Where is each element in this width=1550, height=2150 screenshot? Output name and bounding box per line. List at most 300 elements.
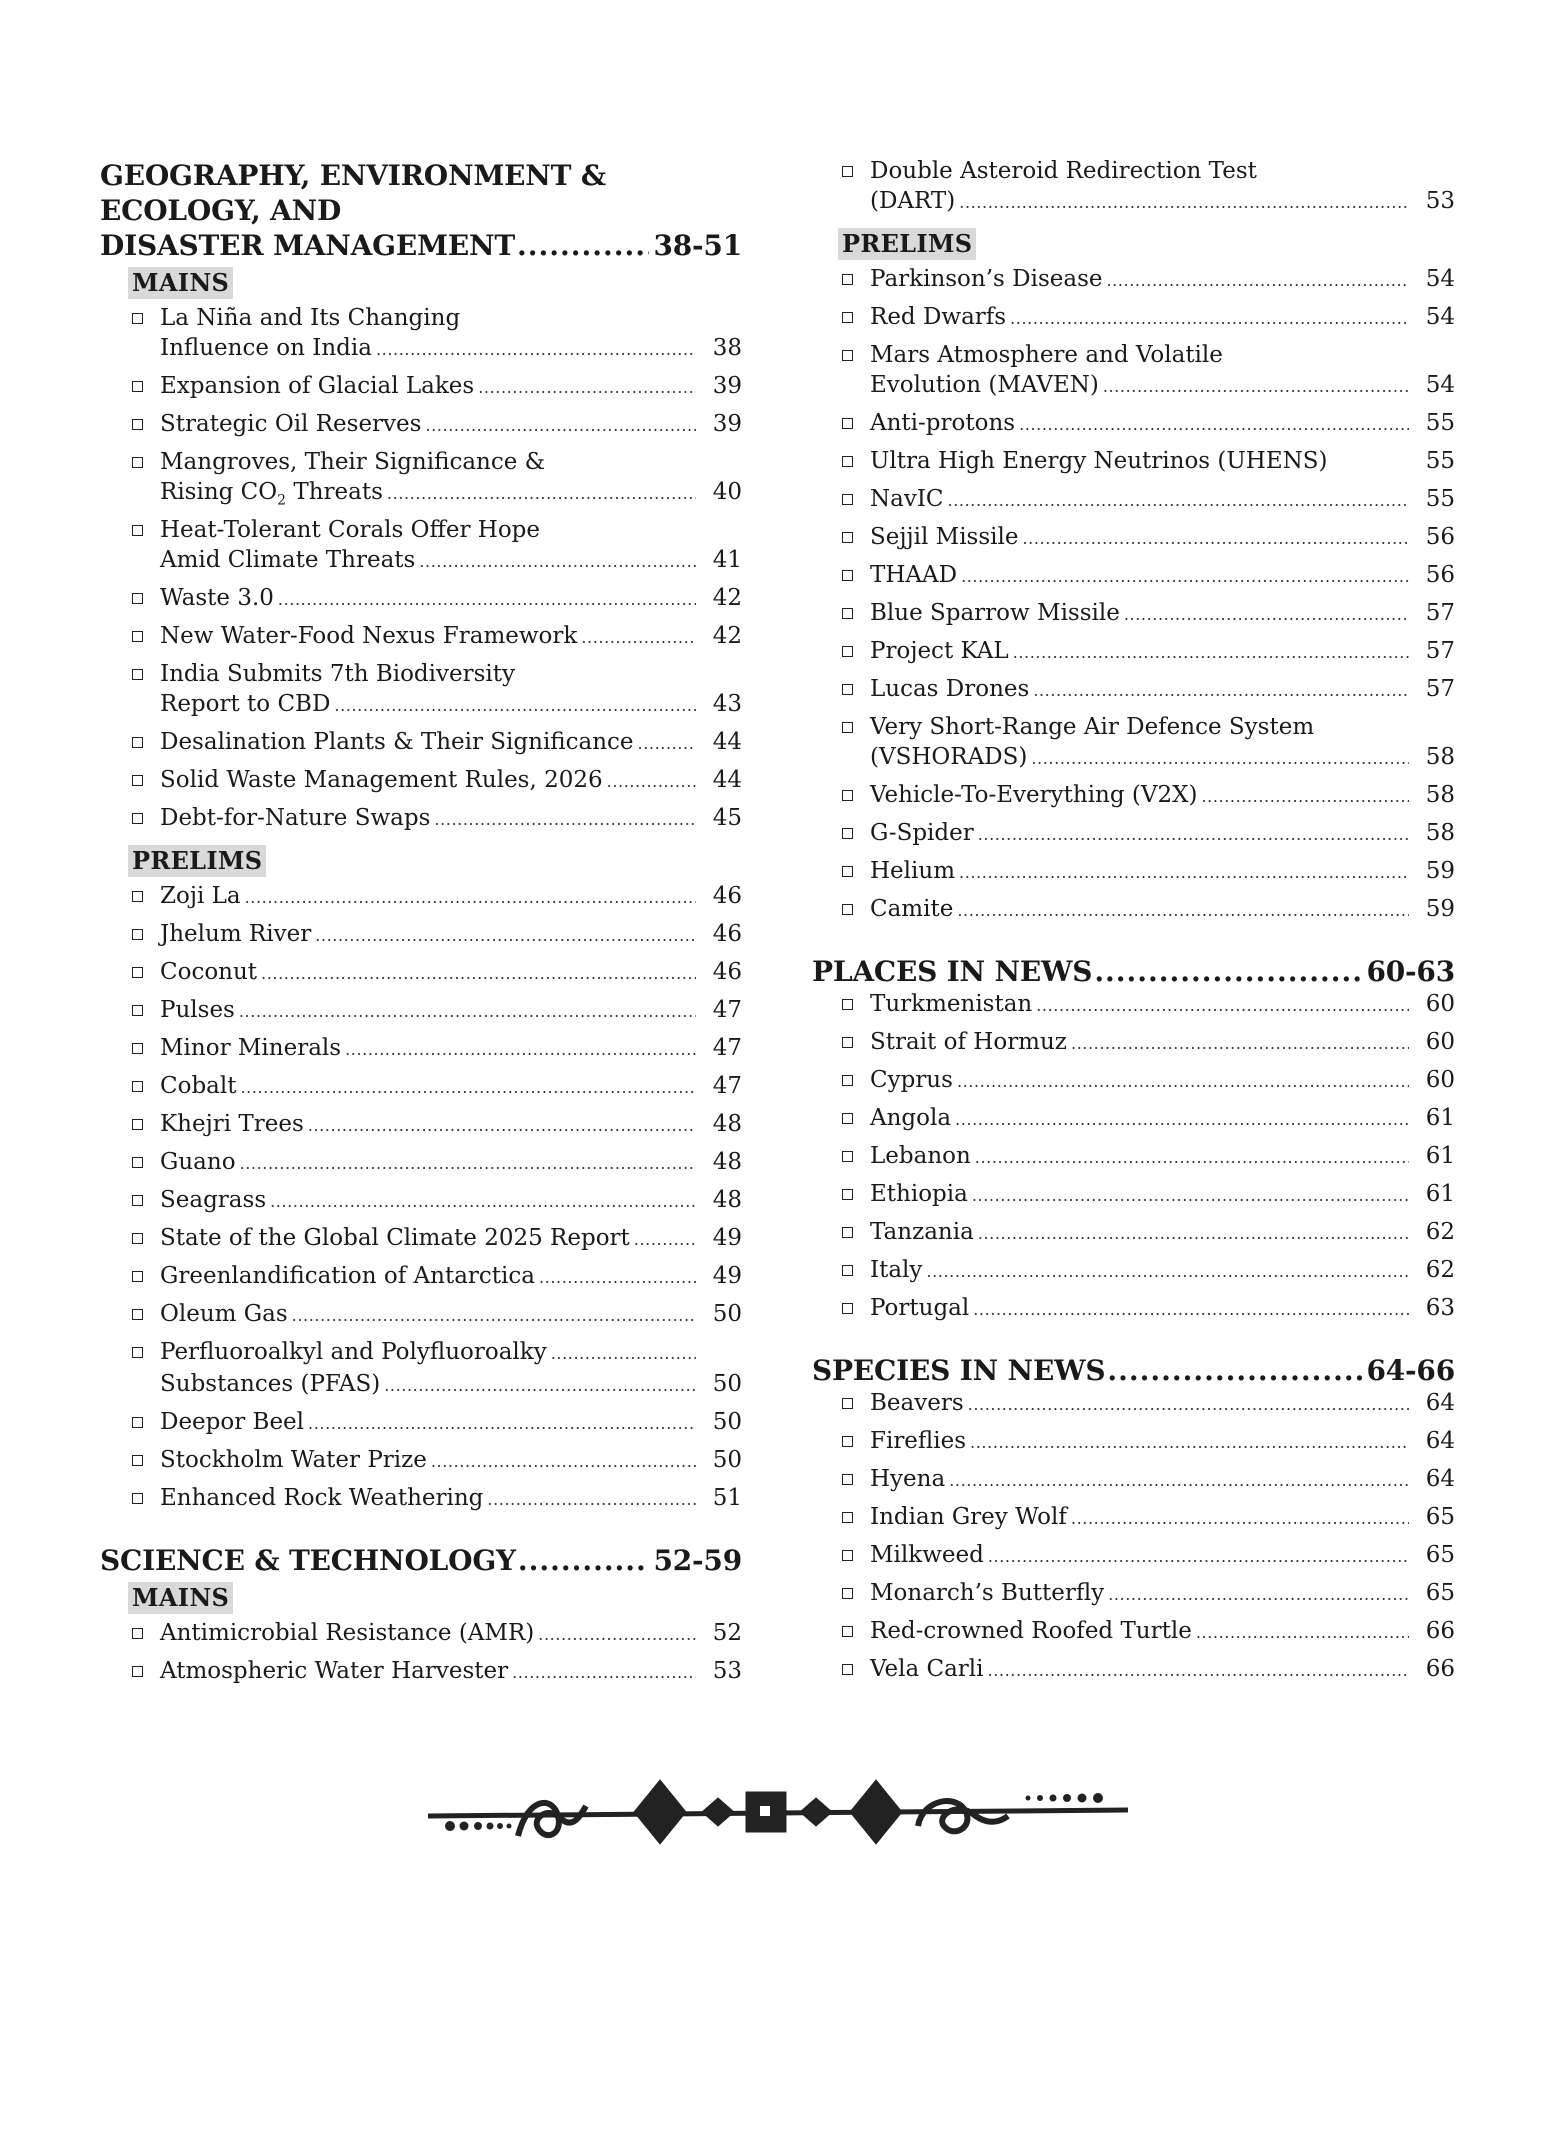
toc-entry[interactable] xyxy=(812,1103,1455,1135)
checkbox-outline-icon xyxy=(132,381,143,392)
checkbox-outline-icon xyxy=(842,1037,853,1048)
checkbox-outline-icon xyxy=(132,1043,143,1054)
toc-entry[interactable] xyxy=(100,803,742,835)
checkbox-outline-icon xyxy=(132,929,143,940)
section-page-range: 64-66 xyxy=(1366,1354,1455,1387)
toc-entry-text: Vehicle-To-Everything (V2X) xyxy=(870,782,1198,808)
dot-leader xyxy=(1106,266,1409,296)
page-number: 61 xyxy=(1425,1181,1455,1207)
toc-entry[interactable] xyxy=(100,515,742,577)
toc-entry[interactable] xyxy=(812,1464,1455,1496)
page-number: 55 xyxy=(1425,486,1455,512)
dot-leader xyxy=(239,997,696,1027)
toc-entry[interactable] xyxy=(100,957,742,989)
page-number: 54 xyxy=(1425,372,1455,398)
page-number: 47 xyxy=(712,1073,742,1099)
toc-entry[interactable] xyxy=(100,583,742,615)
dot-leader xyxy=(1013,638,1409,668)
dot-leader xyxy=(1010,304,1409,334)
dot-leader xyxy=(975,1143,1409,1173)
page-number: 52 xyxy=(712,1620,742,1646)
toc-entry[interactable] xyxy=(812,894,1455,926)
checkbox-outline-icon xyxy=(842,1265,853,1276)
checkbox-outline-icon xyxy=(132,1417,143,1428)
checkbox-outline-icon xyxy=(132,891,143,902)
checkbox-outline-icon xyxy=(842,274,853,285)
section-title xyxy=(100,158,742,263)
dot-leader xyxy=(478,373,696,403)
page-number: 50 xyxy=(712,1301,742,1327)
checkbox-outline-icon xyxy=(842,350,853,361)
toc-entry[interactable] xyxy=(812,1616,1455,1648)
page-number: 50 xyxy=(712,1409,742,1435)
toc-entry[interactable] xyxy=(100,727,742,759)
toc-entry[interactable] xyxy=(100,1618,742,1650)
dot-leader xyxy=(972,1181,1409,1211)
page-number: 46 xyxy=(712,959,742,985)
toc-entry[interactable] xyxy=(100,409,742,441)
toc-entry[interactable] xyxy=(812,1502,1455,1534)
dot-leader xyxy=(518,1543,650,1578)
dot-leader xyxy=(240,1149,696,1179)
checkbox-outline-icon xyxy=(132,1271,143,1282)
checkbox-outline-icon xyxy=(132,631,143,642)
toc-entry-text: Strait of Hormuz xyxy=(870,1029,1067,1055)
dot-leader xyxy=(1108,1580,1409,1610)
toc-entry[interactable] xyxy=(100,621,742,653)
dot-leader xyxy=(581,623,696,653)
page-number: 48 xyxy=(712,1187,742,1213)
page-number: 64 xyxy=(1425,1428,1455,1454)
dot-leader xyxy=(959,188,1409,218)
subsection-label: MAINS xyxy=(128,1582,233,1614)
toc-entry-text: Blue Sparrow Missile xyxy=(870,600,1120,626)
toc-entry-text: Oleum Gas xyxy=(160,1301,288,1327)
checkbox-outline-icon xyxy=(132,1493,143,1504)
dot-leader xyxy=(1031,744,1409,774)
checkbox-outline-icon xyxy=(842,494,853,505)
dot-leader xyxy=(419,547,696,577)
toc-entry[interactable] xyxy=(100,447,742,509)
page-number: 45 xyxy=(712,805,742,831)
toc-entry-text: Turkmenistan xyxy=(870,991,1033,1017)
toc-entry[interactable] xyxy=(812,408,1455,440)
toc-entry-text: Debt-for-Nature Swaps xyxy=(160,805,431,831)
toc-right-column xyxy=(812,156,1455,1692)
toc-entry-text: Ethiopia xyxy=(870,1181,968,1207)
toc-entry-text: Mangroves, Their Significance & xyxy=(160,449,546,475)
checkbox-outline-icon xyxy=(842,570,853,581)
checkbox-outline-icon xyxy=(842,1303,853,1314)
dot-leader xyxy=(638,729,696,759)
toc-entry[interactable] xyxy=(100,303,742,365)
toc-entry-text: Vela Carli xyxy=(870,1656,984,1682)
page-number: 64 xyxy=(1425,1390,1455,1416)
toc-entry[interactable] xyxy=(812,156,1455,218)
checkbox-outline-icon xyxy=(132,1309,143,1320)
page-number: 49 xyxy=(712,1225,742,1251)
section-title-line: DISASTER MANAGEMENT xyxy=(100,229,515,262)
toc-entry[interactable] xyxy=(812,1255,1455,1287)
toc-entry-text: Antimicrobial Resistance (AMR) xyxy=(160,1620,535,1646)
toc-entry[interactable] xyxy=(812,1540,1455,1572)
page-number: 62 xyxy=(1425,1257,1455,1283)
page-number: 55 xyxy=(1425,448,1455,474)
section-title-line: ECOLOGY, AND xyxy=(100,194,342,227)
page-number: 46 xyxy=(712,883,742,909)
dot-leader xyxy=(978,1219,1409,1249)
page-number: 62 xyxy=(1425,1219,1455,1245)
checkbox-outline-icon xyxy=(132,1233,143,1244)
toc-entry-text: Angola xyxy=(870,1105,952,1131)
page-number: 57 xyxy=(1425,676,1455,702)
toc-entry[interactable] xyxy=(812,1065,1455,1097)
toc-entry-text: Mars Atmosphere and Volatile xyxy=(870,342,1223,368)
toc-entry[interactable] xyxy=(100,1223,742,1255)
toc-left-column xyxy=(100,158,742,1694)
toc-entry[interactable] xyxy=(100,1483,742,1515)
checkbox-outline-icon xyxy=(842,418,853,429)
page-number: 61 xyxy=(1425,1143,1455,1169)
dot-leader xyxy=(634,1225,696,1255)
dot-leader xyxy=(1196,1618,1409,1648)
page-number: 66 xyxy=(1425,1656,1455,1682)
toc-entry-text: G-Spider xyxy=(870,820,974,846)
toc-entry[interactable] xyxy=(812,1388,1455,1420)
checkbox-outline-icon xyxy=(842,684,853,695)
toc-entry-text: (DART) xyxy=(870,188,956,214)
toc-entry-text: Portugal xyxy=(870,1295,970,1321)
toc-entry-text: Fireflies xyxy=(870,1428,967,1454)
checkbox-outline-icon xyxy=(132,525,143,536)
dot-leader xyxy=(988,1656,1409,1686)
section-page-range: 60-63 xyxy=(1366,955,1455,988)
page-number: 53 xyxy=(712,1658,742,1684)
toc-entry-text: Monarch’s Butterfly xyxy=(870,1580,1105,1606)
dot-leader xyxy=(607,767,696,797)
dot-leader xyxy=(1124,600,1409,630)
checkbox-outline-icon xyxy=(132,775,143,786)
page-number: 60 xyxy=(1425,1067,1455,1093)
toc-entry[interactable] xyxy=(100,1033,742,1065)
toc-entry-text: La Niña and Its Changing xyxy=(160,305,461,331)
section-title xyxy=(812,954,1455,989)
page-number: 47 xyxy=(712,1035,742,1061)
dot-leader xyxy=(512,1658,696,1688)
toc-entry-text: Lebanon xyxy=(870,1143,971,1169)
dot-leader xyxy=(955,1105,1409,1135)
checkbox-outline-icon xyxy=(842,722,853,733)
dot-leader xyxy=(431,1447,696,1477)
checkbox-outline-icon xyxy=(132,813,143,824)
toc-entry[interactable] xyxy=(812,560,1455,592)
section-title-line: SPECIES IN NEWS xyxy=(812,1354,1106,1387)
toc-entry[interactable] xyxy=(100,1656,742,1688)
dot-leader xyxy=(949,1466,1409,1496)
dot-leader xyxy=(1036,991,1409,1021)
dot-leader xyxy=(1071,1029,1409,1059)
toc-entry[interactable] xyxy=(100,1109,742,1141)
toc-entry[interactable] xyxy=(100,1299,742,1331)
toc-entry-text: Atmospheric Water Harvester xyxy=(160,1658,509,1684)
toc-entry-text: Greenlandification of Antarctica xyxy=(160,1263,535,1289)
page-number: 54 xyxy=(1425,266,1455,292)
checkbox-outline-icon xyxy=(842,1398,853,1409)
page-number: 55 xyxy=(1425,410,1455,436)
toc-entry-text: Report to CBD xyxy=(160,691,331,717)
toc-entry[interactable] xyxy=(100,1337,742,1401)
toc-entry-text: Expansion of Glacial Lakes xyxy=(160,373,475,399)
checkbox-outline-icon xyxy=(132,967,143,978)
section-title xyxy=(812,1353,1455,1388)
dot-leader xyxy=(517,228,649,263)
toc-entry[interactable] xyxy=(812,446,1455,478)
toc-entry-text: India Submits 7th Biodiversity xyxy=(160,661,515,687)
toc-entry-text: Project KAL xyxy=(870,638,1009,664)
toc-entry-text: State of the Global Climate 2025 Report xyxy=(160,1225,630,1251)
page-number: 50 xyxy=(712,1447,742,1473)
toc-entry-text: Very Short-Range Air Defence System xyxy=(870,714,1315,740)
dot-leader xyxy=(245,883,696,913)
checkbox-outline-icon xyxy=(132,1195,143,1206)
toc-entry-text: Substances (PFAS) xyxy=(160,1371,381,1397)
page-number: 39 xyxy=(712,411,742,437)
checkbox-outline-icon xyxy=(842,828,853,839)
toc-entry[interactable] xyxy=(812,1654,1455,1686)
subsection-label: PRELIMS xyxy=(128,845,266,877)
toc-entry[interactable] xyxy=(812,598,1455,630)
page-number: 65 xyxy=(1425,1504,1455,1530)
toc-entry-text: Zoji La xyxy=(160,883,241,909)
toc-entry[interactable] xyxy=(812,818,1455,850)
toc-entry-text: New Water-Food Nexus Framework xyxy=(160,623,578,649)
section-page-range: 38-51 xyxy=(653,229,742,262)
toc-entry-text: Guano xyxy=(160,1149,236,1175)
checkbox-outline-icon xyxy=(132,1628,143,1639)
dot-leader xyxy=(1019,410,1409,440)
dot-leader xyxy=(315,921,696,951)
checkbox-outline-icon xyxy=(842,999,853,1010)
page-number: 41 xyxy=(712,547,742,573)
checkbox-outline-icon xyxy=(842,1189,853,1200)
checkbox-outline-icon xyxy=(842,1512,853,1523)
checkbox-outline-icon xyxy=(842,1436,853,1447)
checkbox-outline-icon xyxy=(842,646,853,657)
checkbox-outline-icon xyxy=(132,313,143,324)
checkbox-outline-icon xyxy=(842,1113,853,1124)
toc-entry-text: Lucas Drones xyxy=(870,676,1030,702)
toc-entry-text: Seagrass xyxy=(160,1187,267,1213)
toc-entry-text: Anti-protons xyxy=(870,410,1016,436)
checkbox-outline-icon xyxy=(842,608,853,619)
checkbox-outline-icon xyxy=(132,457,143,468)
dot-leader xyxy=(387,479,696,509)
page-number: 57 xyxy=(1425,638,1455,664)
toc-entry[interactable] xyxy=(100,1185,742,1217)
toc-entry[interactable] xyxy=(812,780,1455,812)
toc-entry-text: Perfluoroalkyl and Polyfluoroalky xyxy=(160,1339,547,1365)
dot-leader xyxy=(384,1371,696,1401)
dot-leader xyxy=(425,411,696,441)
toc-entry-text: Strategic Oil Reserves xyxy=(160,411,422,437)
checkbox-outline-icon xyxy=(842,312,853,323)
dot-leader xyxy=(959,858,1409,888)
checkbox-outline-icon xyxy=(132,419,143,430)
toc-entry[interactable] xyxy=(100,1071,742,1103)
toc-entry-text: Red-crowned Roofed Turtle xyxy=(870,1618,1192,1644)
toc-entry[interactable] xyxy=(812,522,1455,554)
toc-entry-text: Jhelum River xyxy=(160,921,312,947)
checkbox-outline-icon xyxy=(842,866,853,877)
toc-entry-text: Cobalt xyxy=(160,1073,237,1099)
dot-leader xyxy=(434,805,696,835)
section-title xyxy=(100,1543,742,1578)
page-number: 65 xyxy=(1425,1580,1455,1606)
toc-entry[interactable] xyxy=(100,765,742,797)
dot-leader xyxy=(308,1111,696,1141)
page-number: 57 xyxy=(1425,600,1455,626)
dot-leader xyxy=(278,585,696,615)
toc-entry[interactable] xyxy=(812,989,1455,1021)
toc-entry[interactable] xyxy=(100,659,742,721)
toc-entry-text: Amid Climate Threats xyxy=(160,547,416,573)
page-number: 39 xyxy=(712,373,742,399)
ornamental-divider-icon xyxy=(428,1776,1128,1848)
toc-entry[interactable] xyxy=(100,371,742,403)
checkbox-outline-icon xyxy=(132,669,143,680)
toc-entry[interactable] xyxy=(812,1179,1455,1211)
page-number: 42 xyxy=(712,623,742,649)
page-number: 66 xyxy=(1425,1618,1455,1644)
checkbox-outline-icon xyxy=(842,790,853,801)
toc-entry-text: Milkweed xyxy=(870,1542,984,1568)
toc-entry-text: Sejjil Missile xyxy=(870,524,1019,550)
page-number: 48 xyxy=(712,1111,742,1137)
toc-entry[interactable] xyxy=(812,636,1455,668)
toc-entry[interactable] xyxy=(812,484,1455,516)
checkbox-outline-icon xyxy=(842,456,853,467)
toc-entry-text: THAAD xyxy=(870,562,958,588)
toc-entry[interactable] xyxy=(812,1578,1455,1610)
toc-entry-text: Evolution (MAVEN) xyxy=(870,372,1099,398)
toc-entry-text: Enhanced Rock Weathering xyxy=(160,1485,484,1511)
dot-leader xyxy=(948,486,1409,516)
checkbox-outline-icon xyxy=(132,1666,143,1677)
checkbox-outline-icon xyxy=(842,1227,853,1238)
subsection-label: PRELIMS xyxy=(838,228,976,260)
page-number: 59 xyxy=(1425,858,1455,884)
dot-leader xyxy=(240,1073,696,1103)
dot-leader xyxy=(270,1187,696,1217)
toc-entry-text: Helium xyxy=(870,858,956,884)
checkbox-outline-icon xyxy=(842,1550,853,1561)
page-number: 60 xyxy=(1425,991,1455,1017)
section-title-line: GEOGRAPHY, ENVIRONMENT & xyxy=(100,159,606,192)
toc-entry[interactable] xyxy=(812,1426,1455,1458)
subsection-label: MAINS xyxy=(128,267,233,299)
toc-entry-text: Camite xyxy=(870,896,954,922)
toc-entry-text: Desalination Plants & Their Significance xyxy=(160,729,634,755)
toc-entry[interactable] xyxy=(100,881,742,913)
page-number: 56 xyxy=(1425,524,1455,550)
toc-entry-text: Cyprus xyxy=(870,1067,953,1093)
toc-entry-text: Tanzania xyxy=(870,1219,974,1245)
page-number: 64 xyxy=(1425,1466,1455,1492)
page-number: 43 xyxy=(712,691,742,717)
page-number: 65 xyxy=(1425,1542,1455,1568)
page-number: 38 xyxy=(712,335,742,361)
page-number: 58 xyxy=(1425,820,1455,846)
toc-entry-text: Waste 3.0 xyxy=(160,585,274,611)
page-number: 47 xyxy=(712,997,742,1023)
checkbox-outline-icon xyxy=(132,593,143,604)
toc-entry[interactable] xyxy=(812,264,1455,296)
toc-entry[interactable] xyxy=(812,674,1455,706)
section-page-range: 52-59 xyxy=(653,1544,742,1577)
checkbox-outline-icon xyxy=(132,1347,143,1358)
toc-entry[interactable] xyxy=(812,1141,1455,1173)
toc-entry-text: Stockholm Water Prize xyxy=(160,1447,427,1473)
dot-leader xyxy=(487,1485,696,1515)
dot-leader xyxy=(345,1035,696,1065)
dot-leader xyxy=(261,959,696,989)
dot-leader xyxy=(926,1257,1409,1287)
dot-leader xyxy=(1201,782,1409,812)
toc-entry-text: Influence on India xyxy=(160,335,372,361)
section-title-line: SCIENCE & TECHNOLOGY xyxy=(100,1544,516,1577)
toc-entry[interactable] xyxy=(812,1027,1455,1059)
page-number: 49 xyxy=(712,1263,742,1289)
toc-entry[interactable] xyxy=(812,340,1455,402)
toc-entry-text: Khejri Trees xyxy=(160,1111,304,1137)
page-number: 54 xyxy=(1425,304,1455,330)
toc-entry-text: Italy xyxy=(870,1257,923,1283)
toc-entry[interactable] xyxy=(100,1407,742,1439)
toc-entry[interactable] xyxy=(100,919,742,951)
page-number: 48 xyxy=(712,1149,742,1175)
toc-entry[interactable] xyxy=(100,995,742,1027)
toc-entry[interactable] xyxy=(100,1147,742,1179)
dot-leader xyxy=(1033,676,1409,706)
dot-leader xyxy=(539,1263,696,1293)
checkbox-outline-icon xyxy=(842,1474,853,1485)
checkbox-outline-icon xyxy=(132,1119,143,1130)
toc-entry[interactable] xyxy=(812,856,1455,888)
page-number: 58 xyxy=(1425,744,1455,770)
toc-entry[interactable] xyxy=(812,1217,1455,1249)
dot-leader xyxy=(1023,524,1410,554)
page-number: 58 xyxy=(1425,782,1455,808)
page-number: 60 xyxy=(1425,1029,1455,1055)
toc-entry[interactable] xyxy=(100,1261,742,1293)
checkbox-outline-icon xyxy=(842,166,853,177)
page-number: 44 xyxy=(712,729,742,755)
toc-entry[interactable] xyxy=(100,1445,742,1477)
toc-entry-text: Ultra High Energy Neutrinos (UHENS) xyxy=(870,448,1328,474)
toc-entry[interactable] xyxy=(812,1293,1455,1325)
toc-entry-text: Beavers xyxy=(870,1390,964,1416)
checkbox-outline-icon xyxy=(842,1664,853,1675)
page-number: 56 xyxy=(1425,562,1455,588)
dot-leader xyxy=(970,1428,1409,1458)
subscript: 2 xyxy=(277,492,287,509)
page-number: 50 xyxy=(712,1371,742,1397)
page-number: 53 xyxy=(1425,188,1455,214)
toc-entry[interactable] xyxy=(812,302,1455,334)
toc-entry[interactable] xyxy=(812,712,1455,774)
dot-leader xyxy=(1094,954,1362,989)
section-title-line: PLACES IN NEWS xyxy=(812,955,1093,988)
